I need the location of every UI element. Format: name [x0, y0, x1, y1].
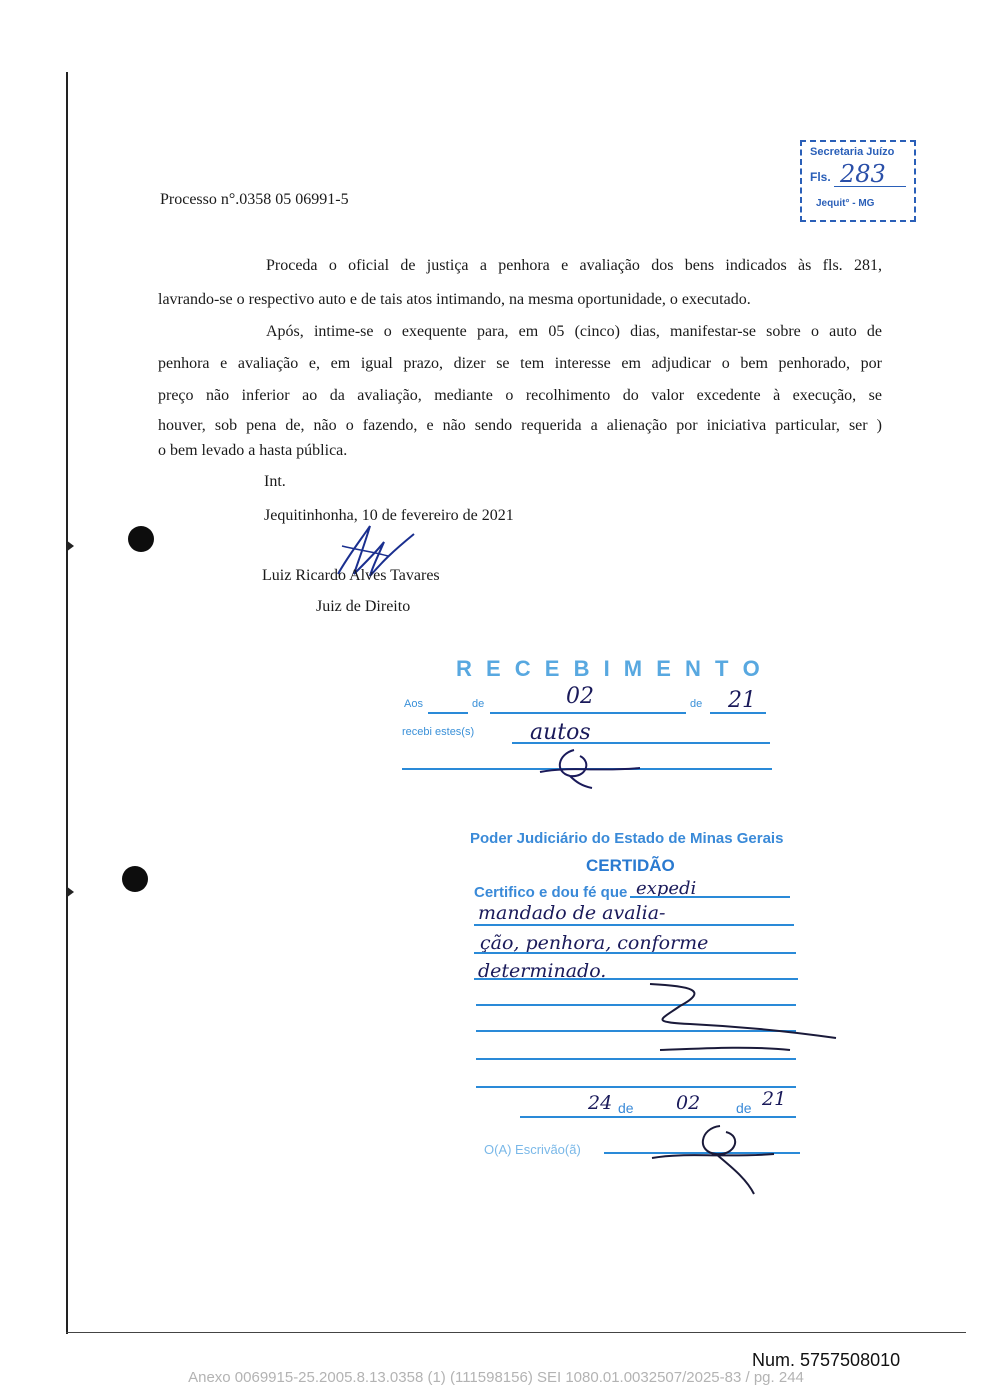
edge-notch [66, 540, 74, 552]
certidao-line [476, 1086, 796, 1088]
certidao-title: CERTIDÃO [586, 856, 675, 875]
process-number: Processo n°.0358 05 06991-5 [160, 191, 349, 208]
certidao-header: Poder Judiciário do Estado de Minas Gerais [470, 830, 784, 847]
paragraph-2-line-5: o bem levado a hasta pública. [158, 442, 348, 459]
punch-hole-top [128, 526, 154, 552]
certidao-line [474, 924, 794, 926]
certidao-line [630, 896, 790, 898]
recebimento-line [428, 712, 468, 714]
certidao-signer-label: O(A) Escrivão(ã) [484, 1142, 581, 1157]
judge-title: Juiz de Direito [316, 598, 411, 615]
paragraph-2-line-3: preço não inferior ao da avaliação, mediante o recolhimento do valor excedente à execução, se [158, 387, 882, 404]
recebimento-de-1: de [472, 698, 485, 710]
certidao-date-de-1: de [618, 1100, 634, 1116]
certidao-signature [646, 1118, 786, 1198]
page-left-edge [66, 72, 68, 1334]
recebimento-year: 21 [728, 688, 756, 713]
paragraph-2-line-4: houver, sob pena de, não o fazendo, e não sendo requerida a alienação por iniciativa particular, ser ) [158, 417, 882, 434]
recebimento-autos: autos [530, 720, 591, 745]
paragraph-2-line-1: Após, intime-se o exequente para, em 05 (cinco) dias, manifestar-se sobre o auto de [266, 323, 882, 340]
certidao-hand-4: determinado. [478, 960, 607, 982]
certidao-hand-3: ção, penhora, conforme [480, 932, 709, 954]
paragraph-1-line-2: lavrando-se o respectivo auto e de tais atos intimando, na mesma oportunidade, o executado. [158, 291, 751, 308]
folio-stamp-label: Fls. [810, 170, 831, 184]
recebimento-day: 02 [566, 684, 594, 709]
certidao-date-day: 24 [588, 1092, 613, 1114]
punch-hole-bottom [122, 866, 148, 892]
document-number: Num. 5757508010 [752, 1350, 901, 1370]
certidao-lead: Certifico e dou fé que [474, 884, 628, 901]
certidao-hand-1: expedi [636, 878, 697, 899]
folio-number: 283 [840, 160, 886, 188]
folio-stamp-office: Secretaria Juízo [810, 146, 895, 158]
recebimento-line [490, 712, 686, 714]
recebimento-signature [530, 742, 650, 792]
paragraph-1-line-1: Proceda o oficial de justiça a penhora e avaliação dos bens indicados às fls. 281, [266, 257, 882, 274]
folio-stamp [800, 140, 916, 222]
folio-underline [834, 186, 906, 187]
certidao-line [474, 952, 796, 954]
annex-reference: Anexo 0069915-25.2005.8.13.0358 (1) (111598156) SEI 1080.01.0032507/2025-83 / pg. 244 [188, 1369, 804, 1386]
place-date: Jequitinhonha, 10 de fevereiro de 2021 [264, 507, 514, 524]
certidao-date-de-2: de [736, 1100, 752, 1116]
certidao-date-month: 02 [676, 1092, 701, 1114]
certidao-scribble [630, 980, 850, 1060]
edge-notch [66, 886, 74, 898]
recebimento-received: recebi estes(s) [402, 726, 475, 738]
recebimento-aos: Aos [404, 698, 423, 710]
certidao-hand-2: mandado de avalia- [478, 902, 666, 924]
folio-stamp-city: Jequit° - MG [816, 198, 875, 209]
recebimento-line [710, 712, 766, 714]
recebimento-de-2: de [690, 698, 703, 710]
certidao-date-year: 21 [762, 1088, 787, 1110]
int-label: Int. [264, 473, 286, 490]
paragraph-2-line-2: penhora e avaliação e, em igual prazo, dizer se tem interesse em adjudicar o bem penhorado, por [158, 355, 882, 372]
recebimento-title: R E C E B I M E N T O [456, 656, 764, 681]
page-bottom-edge [66, 1332, 966, 1333]
judge-name: Luiz Ricardo Alves Tavares [262, 567, 440, 584]
